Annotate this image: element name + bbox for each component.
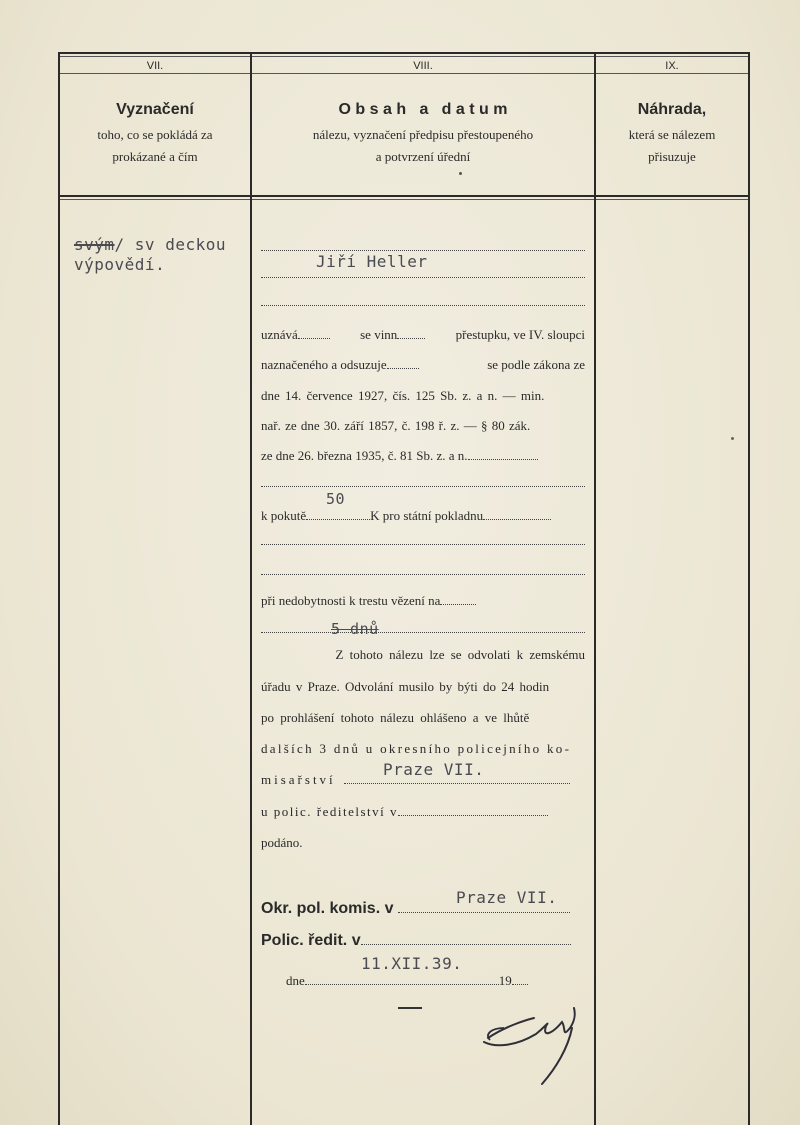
column-9-title: Náhrada, (637, 101, 707, 118)
appeal-line-2: úřadu v Praze. Odvolání musilo by býti do 24 hodin (261, 679, 550, 694)
column-7-title: Vyznačení (116, 101, 194, 118)
column-8-title: O b s a h a d a t u m (338, 101, 508, 118)
evidence-line-2: výpovědí. (74, 255, 166, 274)
default-line (261, 592, 585, 610)
column-border-left (58, 52, 60, 1125)
jail-rule (261, 632, 585, 633)
column-8-subtitle-2: a potvrzení úřední (375, 149, 471, 164)
date-prefix: dne (286, 973, 305, 988)
appeal-5-label: misařství (261, 772, 336, 787)
okr-label: Okr. pol. komis. v (261, 900, 394, 917)
column-9-subtitle-2: přisuzuje (648, 149, 696, 164)
appeal-6-label: u polic. ředitelství v (261, 804, 398, 819)
name-bottom-rule (261, 277, 585, 278)
fine-amount: 50 (326, 490, 346, 508)
column-7-subtitle-1: toho, co se pokládá za (97, 127, 213, 142)
evidence-text: svým/ sv deckou výpovědí. (74, 235, 226, 274)
blank-rule-4 (261, 574, 585, 575)
finding-l1-c: přestupku, ve IV. sloupci (455, 327, 585, 342)
struck-word: svým (74, 235, 115, 254)
column-border-right (748, 52, 750, 1125)
jail-days: 5 dnů (331, 620, 379, 638)
polic-line (261, 932, 571, 950)
finding-l1-b: se vinn (360, 327, 398, 342)
evidence-line-1: sv deckou (134, 235, 226, 254)
ink-dot (731, 437, 734, 440)
date-line (286, 972, 610, 990)
column-border-7-8 (250, 52, 252, 1125)
finding-l1-a: uznává (261, 327, 298, 342)
finding-l5: ze dne 26. března 1935, č. 81 Sb. z. a n. (261, 448, 468, 463)
column-7-subtitle-2: prokázané a čím (112, 149, 198, 164)
table-top-rule (58, 52, 750, 54)
defendant-name: Jiří Heller (316, 252, 428, 271)
column-8-subtitle-1: nálezu, vyznačení předpisu přestoupeného (312, 127, 534, 142)
appeal-line-1: Z tohoto nálezu lze se odvolati k zemskému (335, 647, 585, 662)
table-top-rule-thin (58, 56, 750, 57)
name-top-rule (261, 250, 585, 251)
okr-value: Praze VII. (456, 888, 558, 907)
column-border-8-9 (594, 52, 596, 1125)
date-suffix: 19 (498, 973, 512, 988)
finding-line-2 (261, 356, 585, 374)
column-number-7: VII. (146, 60, 164, 72)
appeal-line-3: po prohlášení tohoto nálezu ohlášeno a ve lhůtě (261, 710, 530, 725)
polic-label: Polic. ředit. v (261, 932, 361, 949)
finding-l2-b: se podle zákona ze (487, 357, 585, 372)
header-bottom-rule (58, 195, 750, 197)
appeal-line-6 (261, 803, 585, 821)
appeal-line-7: podáno. (261, 835, 303, 850)
appeal-line-4: dalších 3 dnů u okresního policejního ko- (261, 741, 572, 756)
fine-suffix: K pro státní pokladnu (370, 508, 484, 523)
header-bottom-rule-thin (58, 199, 750, 200)
handwritten-signature (476, 998, 586, 1088)
column-number-8: VIII. (413, 60, 433, 72)
blank-rule-3 (261, 544, 585, 545)
finding-line-4: nař. ze dne 30. září 1857, č. 198 ř. z. — § 80 zák. (261, 418, 531, 433)
fine-prefix: k pokutě (261, 508, 307, 523)
date-value: 11.XII.39. (361, 954, 463, 973)
signature-dash (398, 1007, 422, 1009)
finding-line-5 (261, 447, 585, 465)
blank-rule-1 (261, 305, 585, 306)
default-text: při nedobytnosti k trestu vězení na (261, 593, 441, 608)
finding-l2-a: naznačeného a odsuzuje (261, 357, 387, 372)
fine-line (261, 507, 585, 525)
column-number-rule (58, 73, 750, 74)
okr-line (261, 900, 570, 918)
column-9-subtitle-1: která se nálezem (628, 127, 716, 142)
ink-dot (459, 172, 462, 175)
column-number-9: IX. (665, 60, 679, 72)
blank-rule-2 (261, 486, 585, 487)
finding-line-3: dne 14. července 1927, čís. 125 Sb. z. a n. — min. (261, 388, 545, 403)
appeal-5-value: Praze VII. (383, 760, 485, 779)
finding-line-1 (261, 326, 585, 344)
